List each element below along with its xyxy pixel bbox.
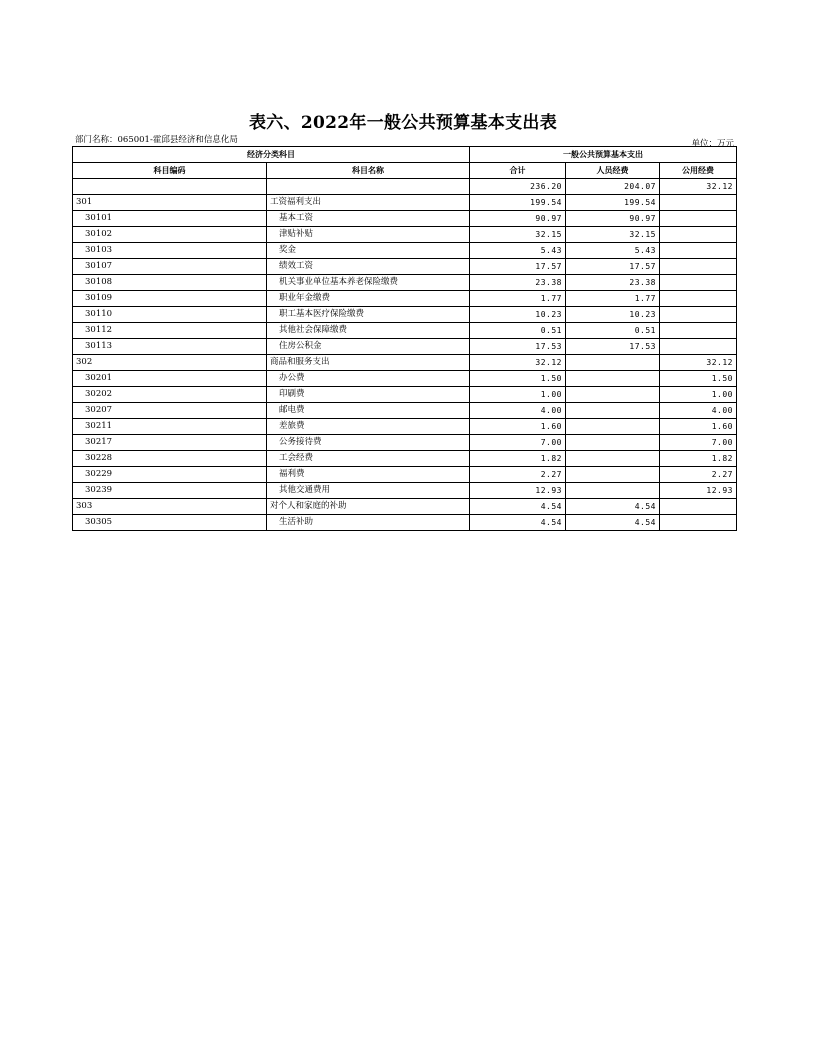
cell-total: 1.50 [470, 371, 566, 387]
table-row [73, 179, 737, 195]
cell-personnel [566, 451, 660, 467]
header-economic-category: 经济分类科目 [73, 147, 470, 163]
table-row [73, 515, 737, 531]
header-public: 公用经费 [660, 163, 737, 179]
cell-public [660, 323, 737, 339]
cell-total: 236.20 [470, 179, 566, 195]
cell-personnel [566, 483, 660, 499]
cell-name: 福利费 [267, 467, 470, 483]
cell-code: 303 [73, 499, 267, 515]
cell-name: 办公费 [267, 371, 470, 387]
cell-name: 公务接待费 [267, 435, 470, 451]
cell-code: 301 [73, 195, 267, 211]
cell-public [660, 275, 737, 291]
cell-name: 商品和服务支出 [267, 355, 470, 371]
cell-public: 1.82 [660, 451, 737, 467]
cell-total: 4.00 [470, 403, 566, 419]
cell-public: 12.93 [660, 483, 737, 499]
cell-personnel: 90.97 [566, 211, 660, 227]
cell-code: 30102 [73, 227, 267, 243]
table-row [73, 371, 737, 387]
cell-name: 对个人和家庭的补助 [267, 499, 470, 515]
cell-public [660, 227, 737, 243]
cell-code: 30239 [73, 483, 267, 499]
cell-code: 30110 [73, 307, 267, 323]
table-row [73, 467, 737, 483]
table-row [73, 275, 737, 291]
cell-public: 7.00 [660, 435, 737, 451]
cell-name: 职工基本医疗保险缴费 [267, 307, 470, 323]
cell-total: 1.00 [470, 387, 566, 403]
table-row [73, 403, 737, 419]
cell-personnel [566, 435, 660, 451]
cell-code: 30201 [73, 371, 267, 387]
cell-personnel: 4.54 [566, 515, 660, 531]
table-row [73, 355, 737, 371]
cell-public [660, 307, 737, 323]
cell-code: 30305 [73, 515, 267, 531]
cell-name: 生活补助 [267, 515, 470, 531]
cell-code: 30109 [73, 291, 267, 307]
cell-name: 奖金 [267, 243, 470, 259]
table-row [73, 243, 737, 259]
cell-total: 4.54 [470, 499, 566, 515]
cell-name: 其他社会保障缴费 [267, 323, 470, 339]
cell-total: 0.51 [470, 323, 566, 339]
table-row [73, 339, 737, 355]
header-personnel: 人员经费 [566, 163, 660, 179]
header-column-row [73, 163, 737, 179]
cell-personnel [566, 371, 660, 387]
cell-public [660, 291, 737, 307]
cell-personnel [566, 419, 660, 435]
cell-personnel: 10.23 [566, 307, 660, 323]
header-group-row [73, 147, 737, 163]
table-row [73, 211, 737, 227]
cell-personnel: 0.51 [566, 323, 660, 339]
cell-total: 1.60 [470, 419, 566, 435]
table-row [73, 307, 737, 323]
cell-name [267, 179, 470, 195]
cell-public [660, 499, 737, 515]
cell-personnel: 5.43 [566, 243, 660, 259]
cell-public [660, 211, 737, 227]
cell-name: 工会经费 [267, 451, 470, 467]
cell-code: 30217 [73, 435, 267, 451]
table-row [73, 195, 737, 211]
cell-personnel: 23.38 [566, 275, 660, 291]
cell-name: 职业年金缴费 [267, 291, 470, 307]
cell-name: 邮电费 [267, 403, 470, 419]
cell-personnel: 199.54 [566, 195, 660, 211]
table-row [73, 419, 737, 435]
cell-public: 32.12 [660, 179, 737, 195]
cell-public: 1.50 [660, 371, 737, 387]
cell-total: 4.54 [470, 515, 566, 531]
table-row [73, 451, 737, 467]
cell-code: 30107 [73, 259, 267, 275]
table-row [73, 483, 737, 499]
cell-total: 5.43 [470, 243, 566, 259]
cell-personnel: 204.07 [566, 179, 660, 195]
cell-personnel [566, 467, 660, 483]
table-row [73, 499, 737, 515]
cell-personnel: 4.54 [566, 499, 660, 515]
cell-personnel: 17.57 [566, 259, 660, 275]
cell-code: 30101 [73, 211, 267, 227]
table-row [73, 291, 737, 307]
page-title: 表六、2022年一般公共预算基本支出表 [248, 113, 557, 133]
cell-total: 17.57 [470, 259, 566, 275]
cell-code: 30112 [73, 323, 267, 339]
budget-table [72, 146, 737, 531]
cell-code [73, 179, 267, 195]
department-name: 部门名称：065001-霍邱县经济和信息化局 [75, 135, 238, 145]
cell-total: 1.77 [470, 291, 566, 307]
table-row [73, 435, 737, 451]
table-row [73, 323, 737, 339]
cell-name: 其他交通费用 [267, 483, 470, 499]
cell-total: 199.54 [470, 195, 566, 211]
cell-code: 30113 [73, 339, 267, 355]
cell-code: 30103 [73, 243, 267, 259]
cell-public: 1.00 [660, 387, 737, 403]
cell-personnel: 17.53 [566, 339, 660, 355]
cell-total: 90.97 [470, 211, 566, 227]
cell-total: 7.00 [470, 435, 566, 451]
cell-name: 住房公积金 [267, 339, 470, 355]
cell-name: 绩效工资 [267, 259, 470, 275]
cell-personnel: 32.15 [566, 227, 660, 243]
cell-personnel [566, 403, 660, 419]
table-row [73, 387, 737, 403]
cell-total: 12.93 [470, 483, 566, 499]
cell-public: 2.27 [660, 467, 737, 483]
cell-name: 基本工资 [267, 211, 470, 227]
header-total: 合计 [470, 163, 566, 179]
table-body [73, 179, 737, 531]
cell-public: 4.00 [660, 403, 737, 419]
cell-public: 1.60 [660, 419, 737, 435]
cell-public [660, 515, 737, 531]
cell-public [660, 195, 737, 211]
cell-total: 32.15 [470, 227, 566, 243]
table-row [73, 227, 737, 243]
cell-name: 津贴补贴 [267, 227, 470, 243]
cell-name: 印刷费 [267, 387, 470, 403]
cell-total: 17.53 [470, 339, 566, 355]
header-name: 科目名称 [267, 163, 470, 179]
cell-total: 1.82 [470, 451, 566, 467]
cell-code: 30207 [73, 403, 267, 419]
cell-personnel [566, 355, 660, 371]
cell-code: 30228 [73, 451, 267, 467]
cell-total: 23.38 [470, 275, 566, 291]
cell-code: 30211 [73, 419, 267, 435]
cell-total: 32.12 [470, 355, 566, 371]
table-row [73, 259, 737, 275]
cell-total: 2.27 [470, 467, 566, 483]
cell-name: 差旅费 [267, 419, 470, 435]
cell-personnel: 1.77 [566, 291, 660, 307]
cell-code: 30202 [73, 387, 267, 403]
cell-public [660, 243, 737, 259]
header-code: 科目编码 [73, 163, 267, 179]
cell-total: 10.23 [470, 307, 566, 323]
cell-name: 机关事业单位基本养老保险缴费 [267, 275, 470, 291]
cell-public: 32.12 [660, 355, 737, 371]
header-general-budget-basic: 一般公共预算基本支出 [470, 147, 737, 163]
cell-public [660, 339, 737, 355]
cell-personnel [566, 387, 660, 403]
cell-code: 302 [73, 355, 267, 371]
cell-name: 工资福利支出 [267, 195, 470, 211]
cell-public [660, 259, 737, 275]
cell-code: 30229 [73, 467, 267, 483]
cell-code: 30108 [73, 275, 267, 291]
unit-label: 单位：万元 [691, 139, 734, 149]
